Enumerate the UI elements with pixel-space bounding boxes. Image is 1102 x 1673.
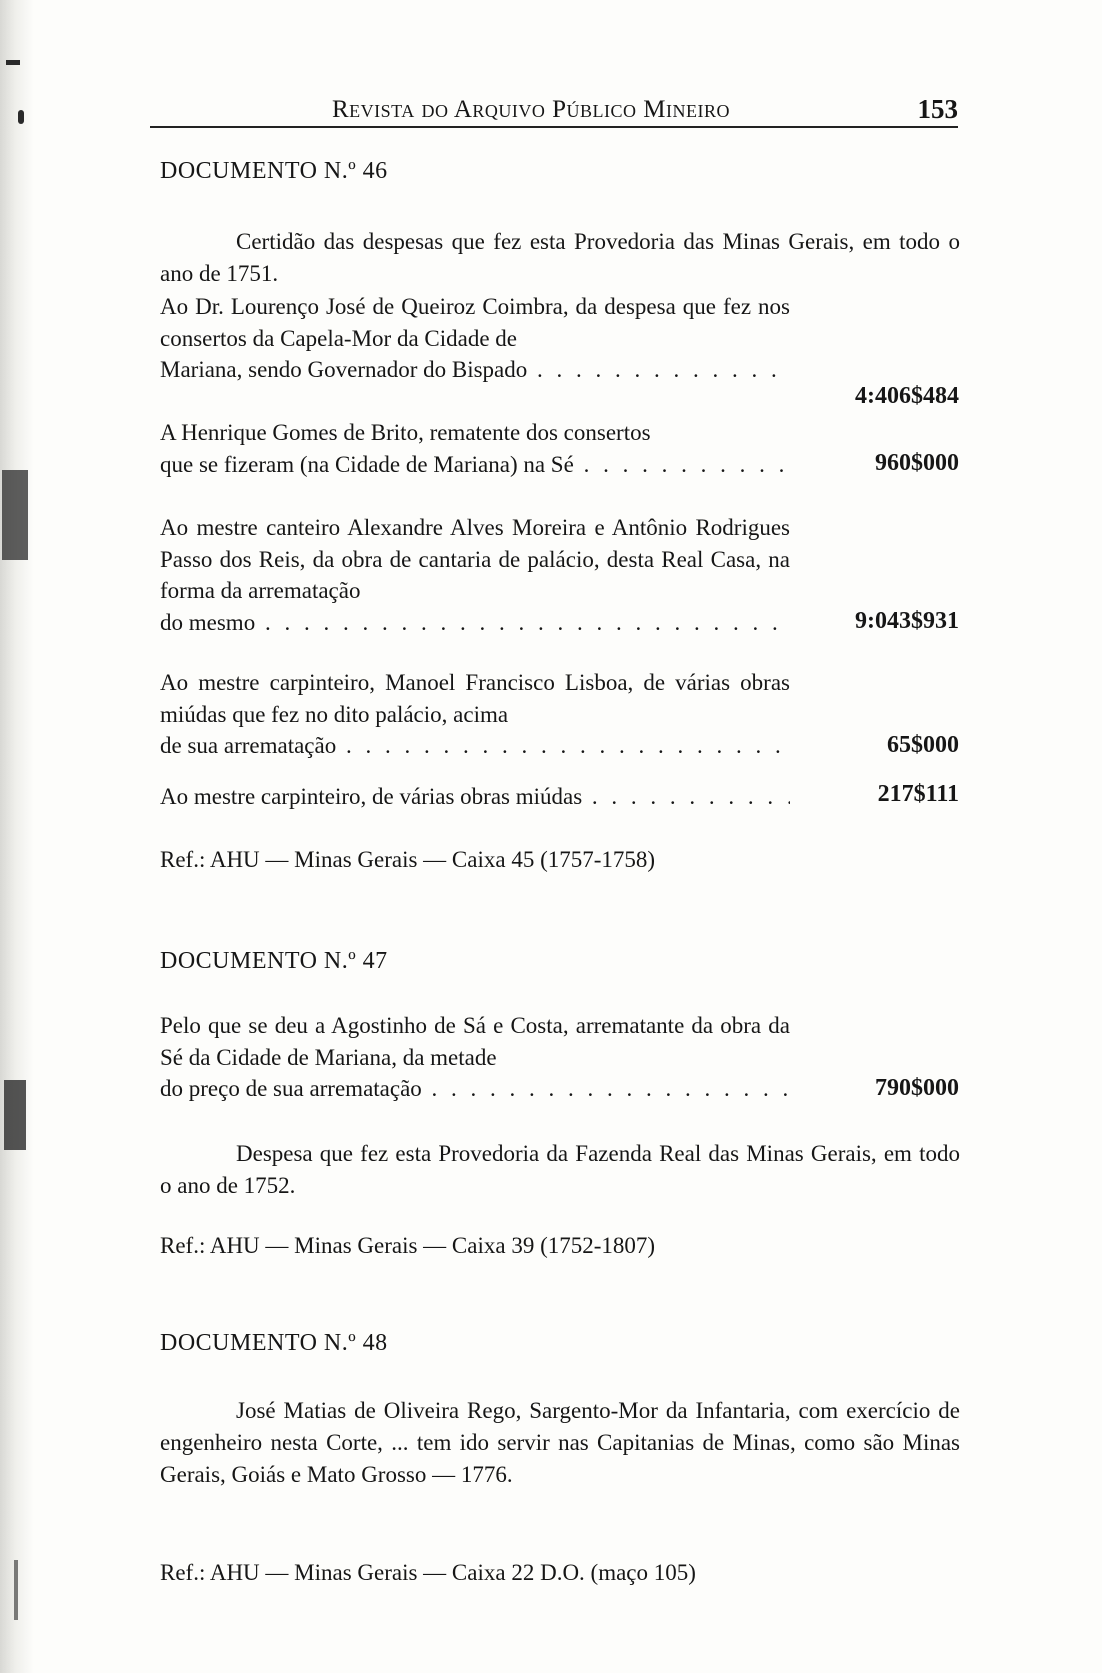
- scan-mark: [18, 110, 24, 124]
- expense-entry: [160, 512, 790, 638]
- entry-last-line: do mesmo . . .: [160, 607, 790, 639]
- document-46-heading: DOCUMENTO N.º 46: [160, 158, 388, 184]
- entry-text: A Henrique Gomes de Brito, rematente dos consertos: [160, 420, 651, 445]
- entry-text: Ao mestre canteiro Alexandre Alves Moreira e Antônio Rodrigues Passo dos Reis, da obra de cantaria de palácio, desta Real Casa, na forma da arrematação: [160, 515, 790, 603]
- entry-last-line: Mariana, sendo Governador do Bispado . . .: [160, 354, 790, 386]
- document-47-heading: DOCUMENTO N.º 47: [160, 948, 388, 974]
- expense-entry: [160, 417, 790, 480]
- page-number: 153: [917, 94, 958, 124]
- expense-amount: 4:406$484: [855, 383, 959, 409]
- expense-entry: [160, 667, 790, 762]
- scan-mark: [14, 1560, 18, 1620]
- running-header: [150, 90, 958, 128]
- document-47-note: Despesa que fez esta Provedoria da Fazenda Real das Minas Gerais, em todo o ano de 1752.: [160, 1141, 960, 1198]
- scan-mark: [2, 470, 28, 560]
- expense-amount: 65$000: [887, 732, 959, 758]
- expense-amount: 9:043$931: [855, 608, 959, 634]
- document-48-text: José Matias de Oliveira Rego, Sargento-Mor da Infantaria, com exercício de engenheiro nesta Corte, ... tem ido servir nas Capitanias de Minas, como são Minas Gerais, Goiás e Mato Grosso — 1776.: [160, 1398, 960, 1487]
- entry-last-line: que se fizeram (na Cidade de Mariana) na Sé . . .: [160, 449, 790, 481]
- scan-mark: [6, 60, 20, 65]
- document-46-reference: Ref.: AHU — Minas Gerais — Caixa 45 (1757-1758): [160, 847, 656, 872]
- entry-text: Ao mestre carpinteiro, Manoel Francisco Lisboa, de várias obras miúdas que fez no dito palácio, acima: [160, 670, 790, 727]
- document-47-reference: Ref.: AHU — Minas Gerais — Caixa 39 (1752-1807): [160, 1233, 656, 1258]
- entry-text: Ao Dr. Lourenço José de Queiroz Coimbra, da despesa que fez nos consertos da Capela-Mor da Cidade de: [160, 294, 790, 351]
- entry-last-line: Ao mestre carpinteiro, de várias obras miúdas . . .: [160, 781, 790, 813]
- expense-amount: 960$000: [875, 450, 959, 476]
- expense-entry: [160, 781, 790, 813]
- expense-entry: [160, 291, 790, 386]
- page-binding-edge: [0, 0, 34, 1673]
- document-46-intro: Certidão das despesas que fez esta Provedoria das Minas Gerais, em todo o ano de 1751.: [160, 229, 960, 286]
- entry-last-line: do preço de sua arrematação . . .: [160, 1073, 790, 1105]
- expense-entry: [160, 1010, 790, 1105]
- document-48-reference: Ref.: AHU — Minas Gerais — Caixa 22 D.O. (maço 105): [160, 1560, 696, 1585]
- expense-amount: 217$111: [877, 781, 959, 807]
- entry-last-line: de sua arrematação . . .: [160, 730, 790, 762]
- scan-mark: [4, 1080, 26, 1150]
- expense-amount: 790$000: [875, 1075, 959, 1101]
- journal-title: Revista do Arquivo Público Mineiro: [332, 96, 731, 123]
- entry-text: Pelo que se deu a Agostinho de Sá e Costa, arrematante da obra da Sé da Cidade de Mariana, da metade: [160, 1013, 790, 1070]
- document-48-heading: DOCUMENTO N.º 48: [160, 1330, 388, 1356]
